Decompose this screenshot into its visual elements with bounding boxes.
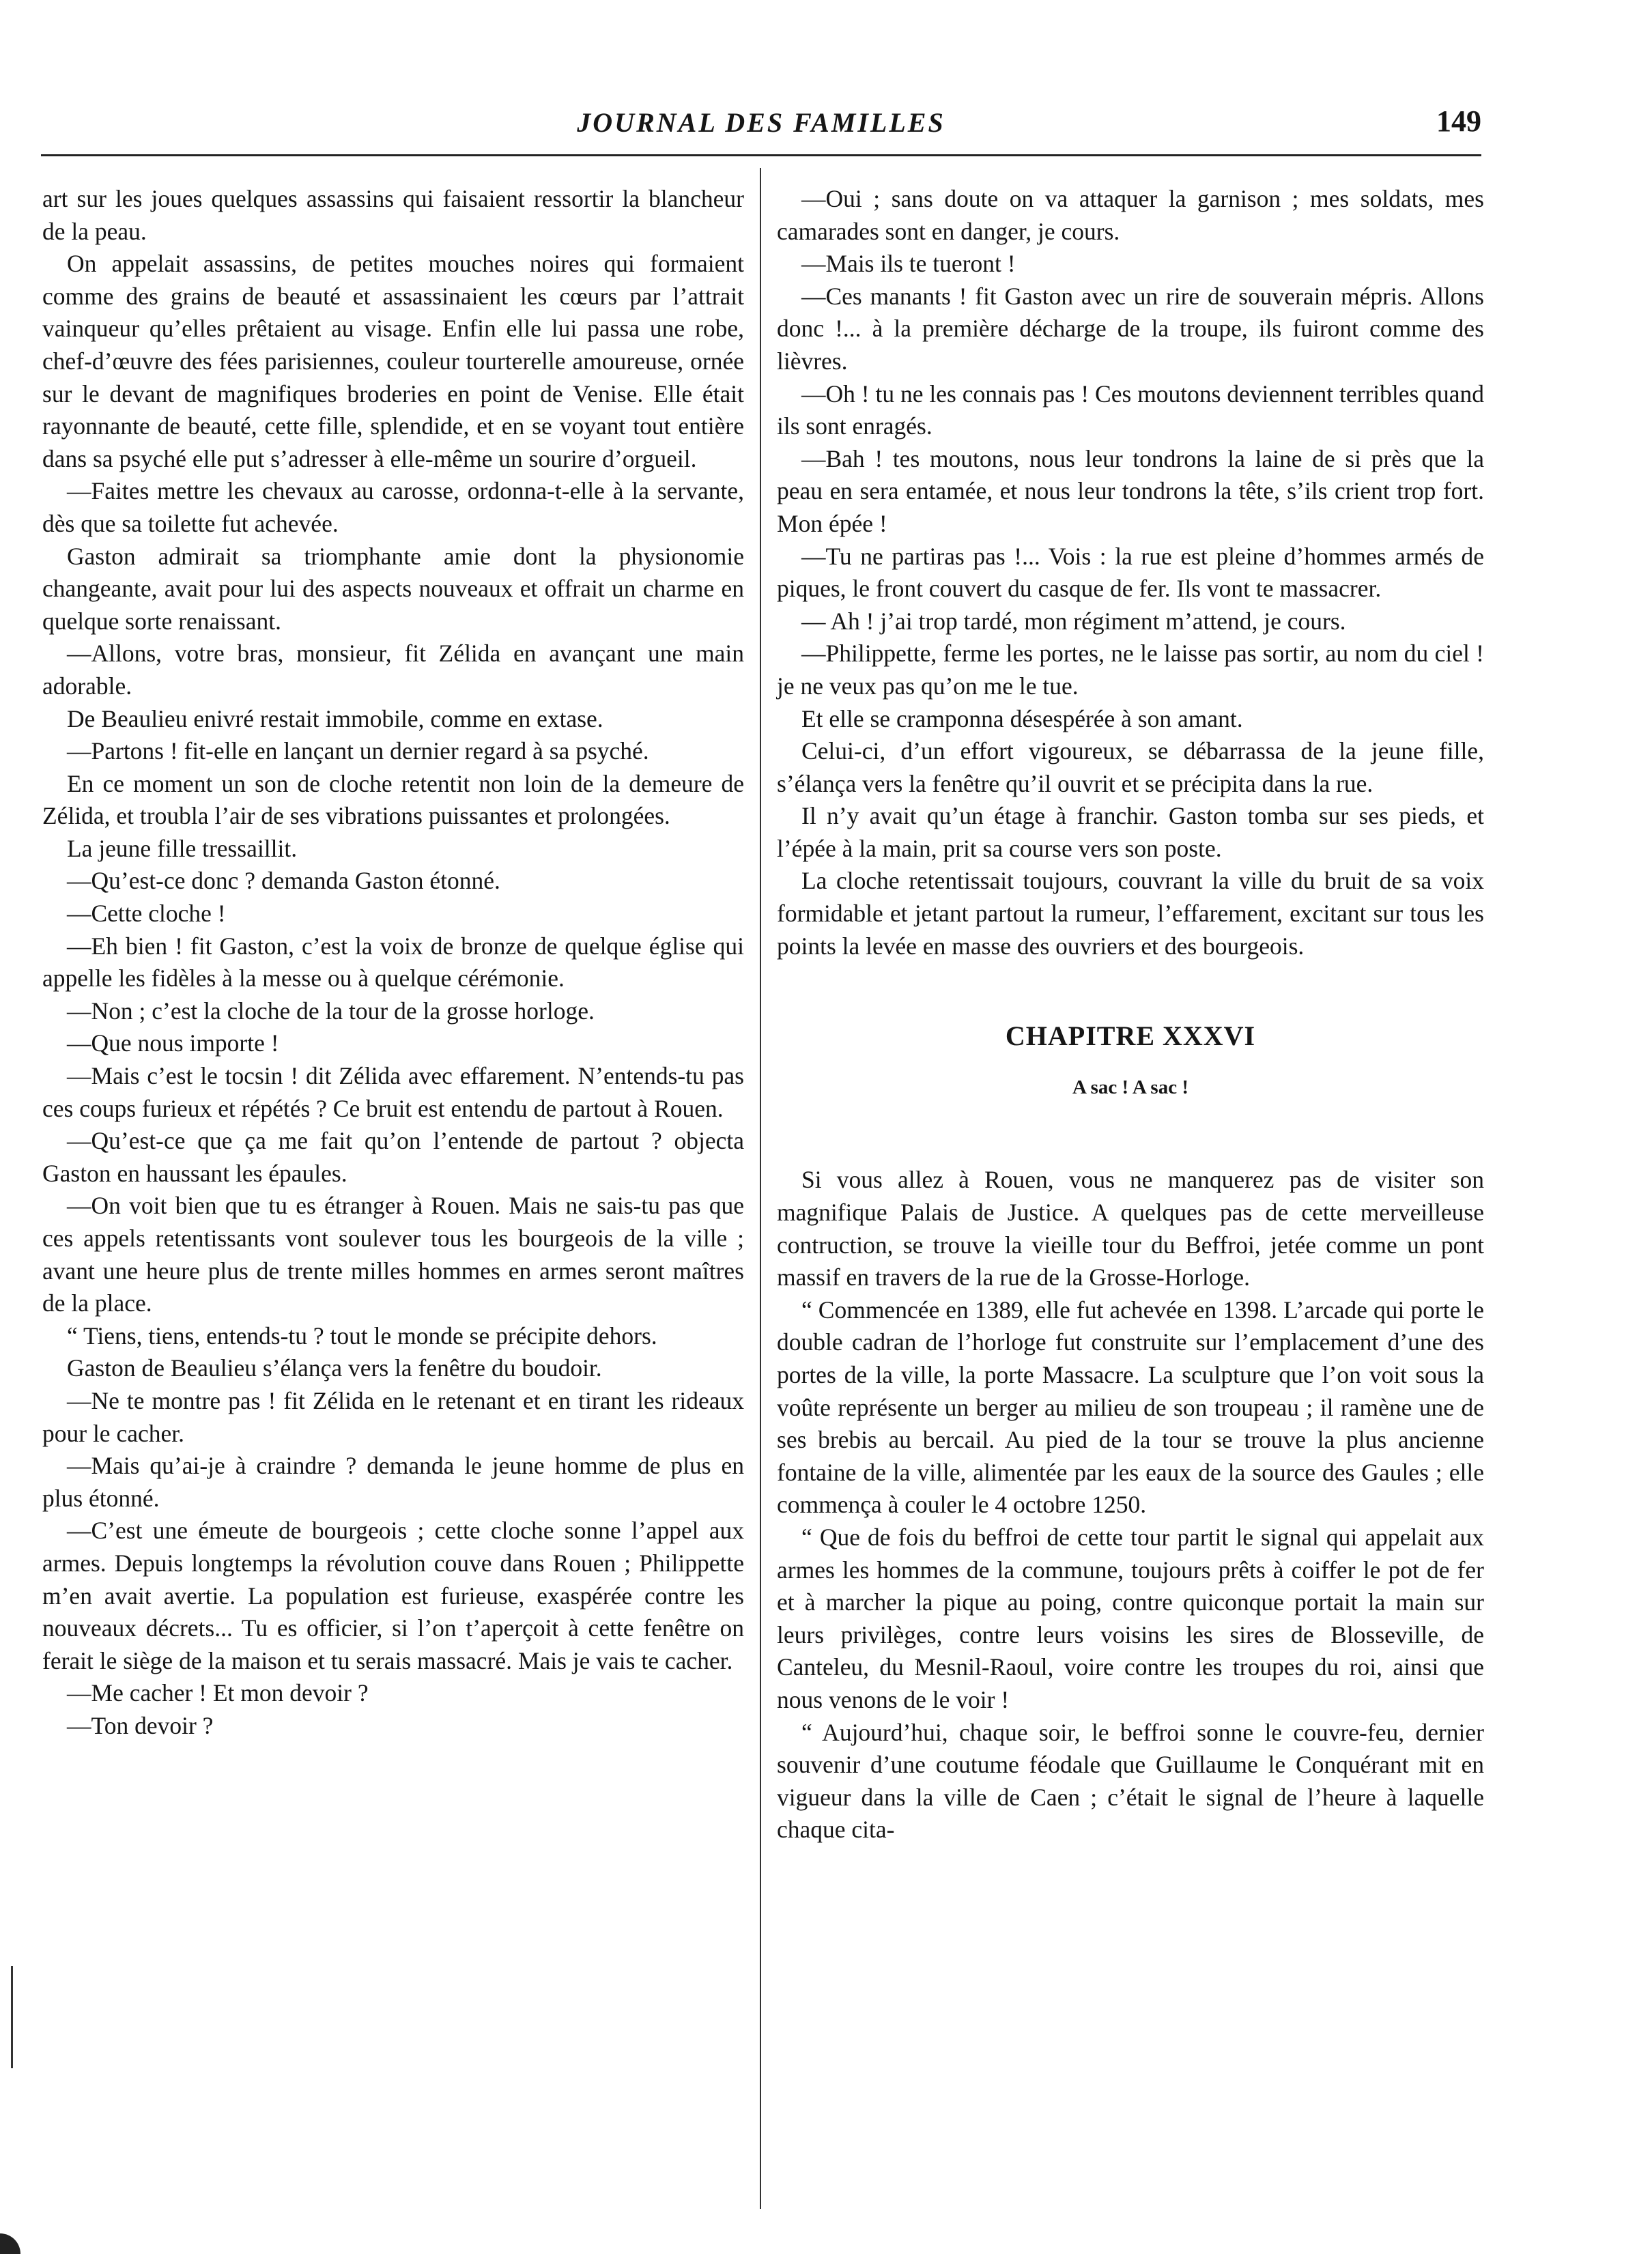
paragraph: —Cette cloche ! <box>67 900 226 928</box>
margin-mark <box>11 1966 13 2068</box>
right-column <box>777 183 1484 1846</box>
paragraph: —Mais c’est le tocsin ! dit Zélida avec effarement. N’entends-tu pas ces coups furieux et répétés ? Ce bruit est entendu de partout à Rouen. <box>42 1062 744 1122</box>
paragraph: La cloche retentissait toujours, couvrant la ville du bruit de sa voix formidable et jetant partout la rumeur, l’effarement, excitant sur tous les points la levée en masse des ouvriers et des bourgeois. <box>777 867 1484 960</box>
paragraph: —Faites mettre les chevaux au carosse, ordonna-t-elle à la servante, dès que sa toilette fut achevée. <box>42 477 744 537</box>
page-number: 149 <box>1436 104 1481 138</box>
paragraph: —Mais qu’ai-je à craindre ? demanda le jeune homme de plus en plus étonné. <box>42 1452 744 1512</box>
paragraph: —Philippette, ferme les portes, ne le laisse pas sortir, au nom du ciel ! je ne veux pas qu’on me le tue. <box>777 640 1484 700</box>
paragraph: —Eh bien ! fit Gaston, c’est la voix de bronze de quelque église qui appelle les fidèles à la messe ou à quelque cérémonie. <box>42 932 744 992</box>
paragraph: —Bah ! tes moutons, nous leur tondrons la laine de si près que la peau en sera entamée, et nous leur tondrons la tête, s’ils crient trop fort. Mon épée ! <box>777 444 1484 537</box>
paragraph: “ Aujourd’hui, chaque soir, le beffroi sonne le couvre-feu, dernier souvenir d’une coutume féodale que Guillaume le Conquérant mit en vigueur dans la ville de Caen ; c’était le signal de l’heure à laquelle chaque cita- <box>777 1718 1484 1844</box>
paragraph: — Ah ! j’ai trop tardé, mon régiment m’attend, je cours. <box>801 607 1346 635</box>
paragraph: art sur les joues quelques assassins qui faisaient ressortir la blancheur de la peau. <box>42 185 744 245</box>
paragraph: —Tu ne partiras pas !... Vois : la rue est pleine d’hommes armés de piques, le front couvert du casque de fer. Ils vont te massacrer. <box>777 542 1484 603</box>
paragraph: De Beaulieu enivré restait immobile, comme en extase. <box>67 704 603 732</box>
paragraph: —Qu’est-ce que ça me fait qu’on l’entende de partout ? objecta Gaston en haussant les épaules. <box>42 1127 744 1187</box>
paragraph: —Oui ; sans doute on va attaquer la garnison ; mes soldats, mes camarades sont en danger, je cours. <box>777 185 1484 245</box>
ink-blot <box>0 2233 20 2254</box>
paragraph: —C’est une émeute de bourgeois ; cette cloche sonne l’appel aux armes. Depuis longtemps la révolution couve dans Rouen ; Philippette m’en avait avertie. La population est furieuse, exaspérée contre les nouveaux décrets... Tu es officier, si l’on t’aperçoit à cette fenêtre on ferait le siège de la maison et tu serais massacré. Mais je vais te cacher. <box>42 1517 744 1674</box>
paragraph: —Me cacher ! Et mon devoir ? <box>67 1679 369 1707</box>
left-column <box>42 183 744 1743</box>
page-header <box>41 102 1481 150</box>
paragraph: —Partons ! fit-elle en lançant un dernier regard à sa psyché. <box>67 737 649 765</box>
journal-title: JOURNAL DES FAMILLES <box>577 107 945 138</box>
paragraph: Celui-ci, d’un effort vigoureux, se débarrassa de la jeune fille, s’élança vers la fenêtre qu’il ouvrit et se précipita dans la rue. <box>777 737 1484 797</box>
paragraph: —Que nous importe ! <box>67 1029 279 1057</box>
paragraph: —Ces manants ! fit Gaston avec un rire de souverain mépris. Allons donc !... à la première décharge de la troupe, ils fuiront comme des lièvres. <box>777 282 1484 375</box>
paragraph: Gaston admirait sa triomphante amie dont la physionomie changeante, avait pour lui des aspects nouveaux et offrait un charme en quelque sorte renaissant. <box>42 542 744 635</box>
paragraph: Si vous allez à Rouen, vous ne manquerez pas de visiter son magnifique Palais de Justice. A quelques pas de cette merveilleuse contruction, se trouve la vieille tour du Beffroi, jetée comme un pont massif en travers de la rue de la Grosse-Horloge. <box>777 1166 1484 1291</box>
paragraph: “ Commencée en 1389, elle fut achevée en 1398. L’arcade qui porte le double cadran de l’horloge fut construite sur l’emplacement d’une des portes de la ville, la porte Massacre. La sculpture que l’on voit sous la voûte représente un berger au milieu de son troupeau ; il ramène une de ses brebis au bercail. Au pied de la tour se trouve la plus ancienne fontaine de la ville, alimentée par les eaux de la source des Gaules ; elle commença à couler le 4 octobre 1250. <box>777 1296 1484 1519</box>
paragraph: —Allons, votre bras, monsieur, fit Zélida en avançant une main adorable. <box>42 640 744 700</box>
paragraph: —On voit bien que tu es étranger à Rouen. Mais ne sais-tu pas que ces appels retentissants vont soulever tous les bourgeois de la ville ; avant une heure plus de trente milles hommes en armes seront maîtres de la place. <box>42 1192 744 1317</box>
column-divider <box>760 168 761 2209</box>
paragraph: —Ton devoir ? <box>67 1711 214 1739</box>
chapter-title: CHAPITRE XXXVI <box>1005 1020 1256 1052</box>
paragraph: La jeune fille tressaillit. <box>67 834 298 862</box>
paragraph: Il n’y avait qu’un étage à franchir. Gaston tomba sur ses pieds, et l’épée à la main, prit sa course vers son poste. <box>777 802 1484 862</box>
chapter-subtitle: A sac ! A sac ! <box>1072 1076 1188 1098</box>
paragraph: On appelait assassins, de petites mouches noires qui formaient comme des grains de beauté et assassinaient les cœurs par l’attrait vainqueur qu’elles prêtaient au visage. Enfin elle lui passa une robe, chef-d’œuvre des fées parisiennes, couleur tourterelle amoureuse, ornée sur le devant de magnifiques broderies en point de Venise. Elle était rayonnante de beauté, cette fille, splendide, et en se voyant tout entière dans sa psyché elle put s’adresser à elle-même un sourire d’orgueil. <box>42 250 744 472</box>
paragraph: —Qu’est-ce donc ? demanda Gaston étonné. <box>67 867 500 895</box>
paragraph: “ Tiens, tiens, entends-tu ? tout le monde se précipite dehors. <box>67 1321 657 1349</box>
paragraph: Et elle se cramponna désespérée à son amant. <box>801 704 1243 732</box>
paragraph: —Mais ils te tueront ! <box>801 250 1016 278</box>
header-rule <box>41 154 1481 156</box>
paragraph: “ Que de fois du beffroi de cette tour partit le signal qui appelait aux armes les hommes de la commune, toujours prêts à coiffer le pot de fer et à marcher la pique au poing, contre quiconque portait la main sur leurs privilèges, contre leurs voisins les sires de Blosseville, de Canteleu, du Mesnil-Raoul, voire contre les troupes du roi, ainsi que nous venons de le voir ! <box>777 1523 1484 1713</box>
paragraph: —Non ; c’est la cloche de la tour de la grosse horloge. <box>67 997 595 1025</box>
paragraph: En ce moment un son de cloche retentit non loin de la demeure de Zélida, et troubla l’air de ses vibrations puissantes et prolongées. <box>42 769 744 830</box>
paragraph: —Oh ! tu ne les connais pas ! Ces moutons deviennent terribles quand ils sont enragés. <box>777 380 1484 440</box>
paragraph: Gaston de Beaulieu s’élança vers la fenêtre du boudoir. <box>67 1354 602 1382</box>
paragraph: —Ne te montre pas ! fit Zélida en le retenant et en tirant les rideaux pour le cacher. <box>42 1386 744 1447</box>
